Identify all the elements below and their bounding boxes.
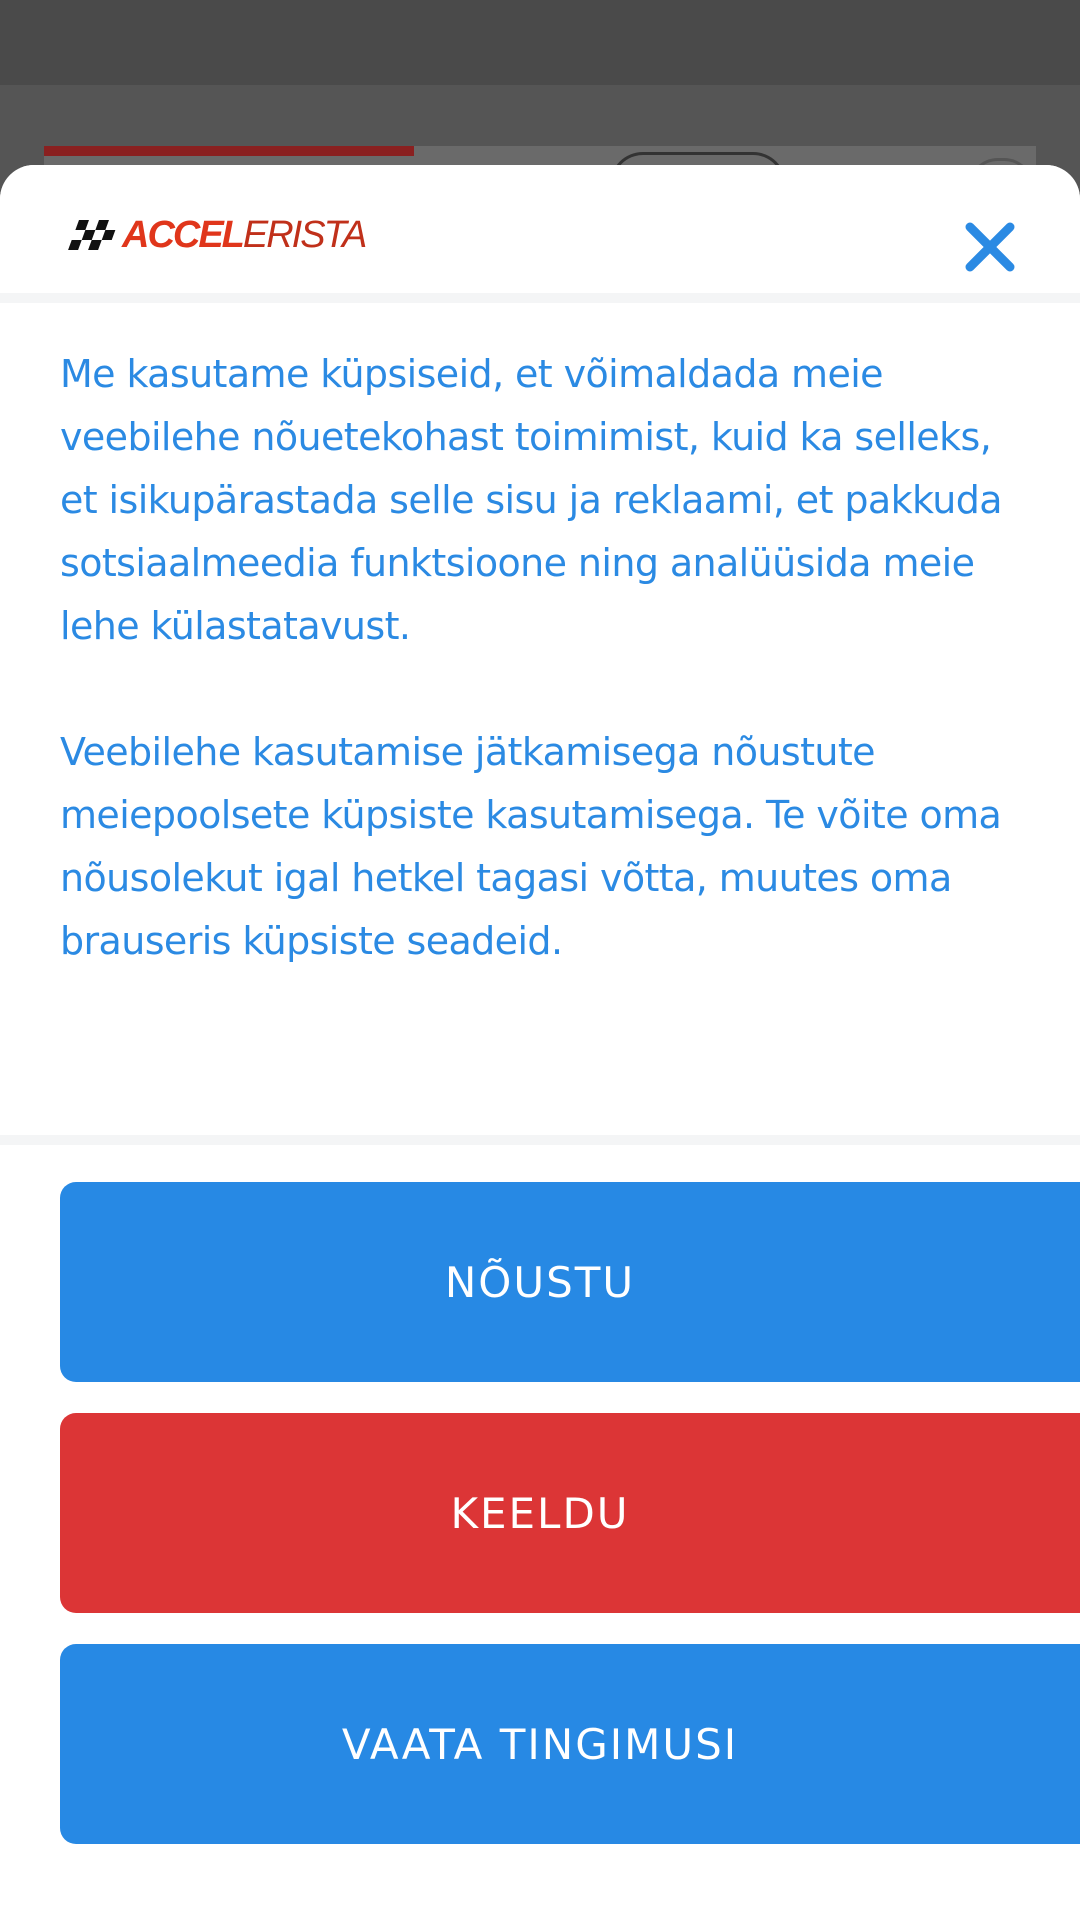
reject-button[interactable]: KEELDU	[60, 1413, 1080, 1613]
cookie-message-paragraph: Veebilehe kasutamise jätkamisega nõustute meiepoolsete küpsiste kasutamisega. Te võite oma nõusolekut igal hetkel tagasi võtta, muutes oma brauseris küpsiste seadeid.	[60, 730, 1002, 963]
cookie-message	[60, 343, 1020, 973]
logo-wordmark	[122, 215, 365, 255]
accelerista-logo	[68, 215, 365, 255]
logo-wordmark-light: ERISTA	[242, 214, 366, 256]
header-divider	[0, 293, 1080, 303]
background-top-bar	[0, 0, 1080, 85]
close-button[interactable]	[960, 217, 1020, 277]
checkered-flag-icon	[68, 220, 120, 250]
cookie-message-paragraph: Me kasutame küpsiseid, et võimaldada meie veebilehe nõuetekohast toimimist, kuid ka selleks, et isikupärastada selle sisu ja reklaami, et pakkuda sotsiaalmeedia funktsioone ning analüüsida meie lehe külastatavust.	[60, 352, 1002, 648]
footer-divider	[0, 1135, 1080, 1145]
view-terms-button[interactable]: VAATA TINGIMUSI	[60, 1644, 1080, 1844]
background-banner-accent	[44, 146, 414, 156]
close-icon	[960, 217, 1020, 277]
accept-button[interactable]: NÕUSTU	[60, 1182, 1080, 1382]
cookie-consent-dialog	[0, 165, 1080, 1920]
logo-wordmark-bold: ACCEL	[122, 214, 243, 256]
dialog-header	[0, 165, 1080, 293]
